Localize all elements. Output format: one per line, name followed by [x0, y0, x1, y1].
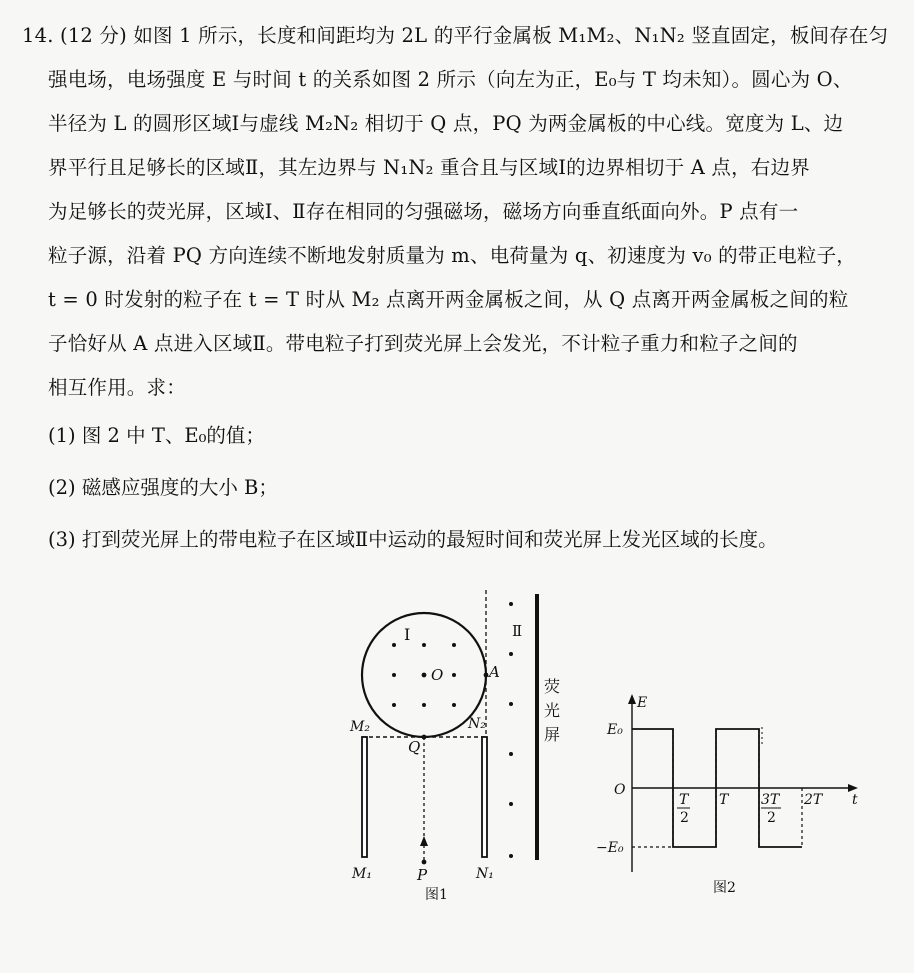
- question-2: (2) 磁感应强度的大小 B；: [48, 476, 278, 499]
- point-q: [422, 735, 427, 740]
- figure-1-caption: 图1: [425, 887, 448, 903]
- problem-line: 相互作用。求：: [48, 376, 186, 399]
- label-region-1: Ⅰ: [404, 625, 411, 644]
- label-n2: N₂: [468, 716, 486, 732]
- field-dot: [452, 673, 456, 677]
- figure-2: [596, 694, 858, 896]
- label-q: Q: [408, 738, 421, 756]
- label-o: O: [431, 666, 444, 684]
- label-3t-half-num: 3T: [761, 792, 780, 808]
- circle-region-1: [362, 613, 486, 737]
- field-dot: [509, 854, 513, 858]
- problem-text: [22, 14, 892, 566]
- label-m2: M₂: [350, 719, 370, 735]
- label-screen-1: 荧: [544, 677, 561, 696]
- field-dot: [422, 643, 426, 647]
- point-p: [422, 860, 427, 865]
- problem-line: 强电场，电场强度 E 与时间 t 的关系如图 2 所示（向左为正，E₀与 T 均未知）。圆心为 O、: [48, 68, 853, 91]
- label-m1: M₁: [352, 866, 372, 882]
- problem-line: 子恰好从 A 点进入区域Ⅱ。带电粒子打到荧光屏上会发光，不计粒子重力和粒子之间的: [48, 332, 798, 355]
- y-axis-arrow: [628, 694, 636, 704]
- figure-1: [349, 590, 560, 903]
- field-dot: [509, 752, 513, 756]
- velocity-arrow: [420, 836, 428, 846]
- field-dot: [392, 703, 396, 707]
- label-region-2: Ⅱ: [512, 622, 523, 640]
- field-dots-region-1: [392, 643, 456, 707]
- plate-n1n2: [482, 737, 487, 857]
- plate-m1m2: [362, 737, 367, 857]
- problem-line: 粒子源，沿着 PQ 方向连续不断地发射质量为 m、电荷量为 q、初速度为 v₀ 的带正电粒子，: [48, 244, 857, 267]
- field-dots-region-2: [509, 602, 513, 858]
- label-t-axis: t: [852, 792, 858, 808]
- field-dot: [509, 802, 513, 806]
- problem-line: 14. (12 分) 如图 1 所示，长度和间距均为 2L 的平行金属板 M₁M₂、N₁N₂ 竖直固定，板间存在匀: [22, 24, 889, 47]
- field-dot: [509, 652, 513, 656]
- point-o: [422, 673, 427, 678]
- problem-line: 界平行且足够长的区域Ⅱ，其左边界与 N₁N₂ 重合且与区域Ⅰ的边界相切于 A 点，右边界: [48, 156, 810, 179]
- label-e0: E₀: [607, 722, 623, 738]
- figure-2-caption: 图2: [713, 880, 736, 896]
- label-t-half-den: 2: [680, 810, 689, 826]
- label-3t-half-den: 2: [767, 810, 776, 826]
- label-origin: O: [614, 782, 626, 798]
- label-screen-3: 屏: [544, 725, 561, 744]
- label-2t: 2T: [804, 792, 823, 808]
- field-dot: [452, 703, 456, 707]
- field-dot: [422, 703, 426, 707]
- question-1: (1) 图 2 中 T、E₀的值；: [48, 424, 265, 447]
- field-dot: [509, 602, 513, 606]
- label-p: P: [417, 866, 428, 884]
- problem-line: 为足够长的荧光屏，区域Ⅰ、Ⅱ存在相同的匀强磁场，磁场方向垂直纸面向外。P 点有一: [48, 200, 799, 223]
- label-a: A: [489, 663, 500, 681]
- label-n1: N₁: [476, 866, 494, 882]
- label-t-half-num: T: [679, 792, 689, 808]
- problem-line: t = 0 时发射的粒子在 t = T 时从 M₂ 点离开两金属板之间，从 Q 点离开两金属板之间的粒: [48, 288, 849, 311]
- point-a: [484, 673, 489, 678]
- field-dot: [392, 673, 396, 677]
- label-screen-2: 光: [544, 701, 561, 720]
- x-axis-arrow: [848, 784, 858, 792]
- field-dot: [509, 702, 513, 706]
- problem-line: 半径为 L 的圆形区域Ⅰ与虚线 M₂N₂ 相切于 Q 点，PQ 为两金属板的中心线。宽度为 L、边: [48, 112, 844, 135]
- square-wave: [632, 729, 802, 847]
- label-e-axis: E: [637, 695, 648, 711]
- label-neg-e0: −E₀: [596, 840, 624, 856]
- field-dot: [452, 643, 456, 647]
- question-3: (3) 打到荧光屏上的带电粒子在区域Ⅱ中运动的最短时间和荧光屏上发光区域的长度。: [48, 528, 778, 551]
- field-dot: [392, 643, 396, 647]
- label-t: T: [719, 792, 729, 808]
